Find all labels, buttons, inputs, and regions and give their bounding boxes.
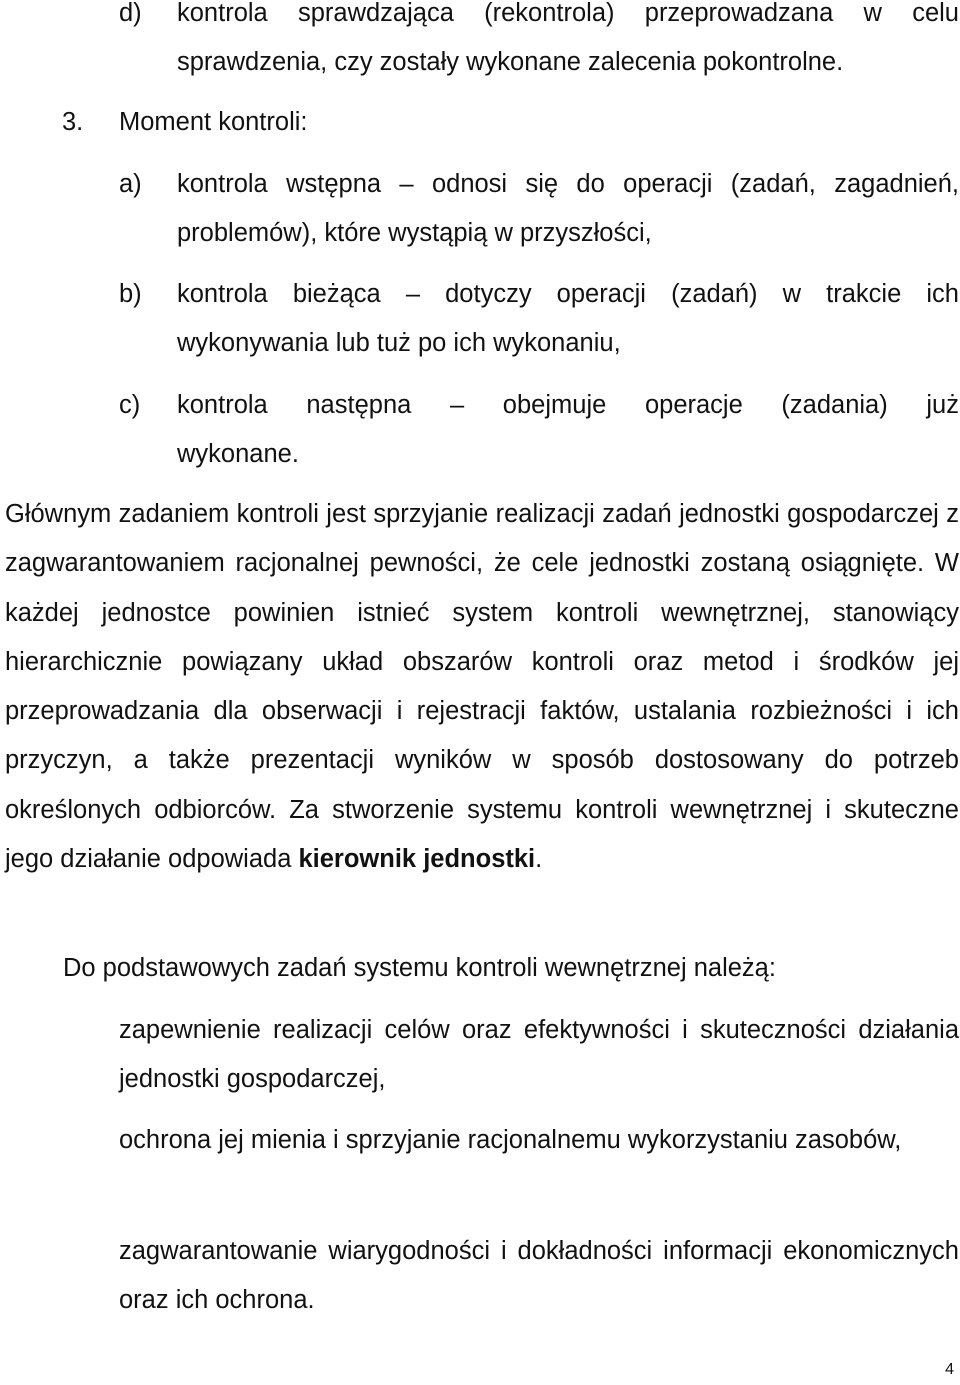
list-marker: c) [119, 391, 141, 419]
list-item-text: kontrola bieżąca – dotyczy operacji (zadań) w trakcie ich wykonywania lub tuż po ich wykonaniu, [177, 280, 959, 357]
paragraph-bold-text: kierownik jednostki [298, 845, 536, 874]
task-item-3: zagwarantowanie wiarygodności i dokładności informacji ekonomicznych oraz ich ochrona. [119, 1237, 959, 1314]
section-title: Moment kontroli: [119, 108, 308, 136]
list-item-text: kontrola następna – obejmuje operacje (zadania) już wykonane. [177, 391, 959, 468]
paragraph-text: Głównym zadaniem kontroli jest sprzyjanie realizacji zadań jednostki gospodarczej z zagwarantowaniem racjonalnej pewności, że cele jednostki zostaną osiągnięte. W każdej jednostce powinien istnieć system kontroli wewnętrznej, stanowiący hierarchicznie powiązany układ obszarów kontroli oraz metod i środków jej przeprowadzania dla obserwacji i rejestracji faktów, ustalania rozbieżności i ich przyczyn, a także prezentacji wyników w sposób dostosowany do potrzeb określonych odbiorców. Za stworzenie systemu kontroli wewnętrznej i skuteczne jego działanie odpowiada [5, 500, 959, 874]
list-marker: b) [119, 280, 142, 308]
list-item-a [119, 160, 959, 258]
main-paragraph [5, 490, 959, 884]
list-marker: d) [119, 0, 142, 27]
list-marker: a) [119, 170, 142, 198]
task-item-1: zapewnienie realizacji celów oraz efektywności i skuteczności działania jednostki gospodarczej, [119, 1016, 959, 1093]
list-item-c [119, 381, 959, 479]
task-item-2: ochrona jej mienia i sprzyjanie racjonalnemu wykorzystaniu zasobów, [119, 1126, 902, 1154]
list-item-text: kontrola wstępna – odnosi się do operacji (zadań, zagadnień, problemów), które wystąpią w przyszłości, [177, 170, 959, 247]
list-item-d [119, 0, 959, 87]
section-number: 3. [62, 108, 84, 136]
section-heading [62, 98, 662, 147]
page-number: 4 [945, 1361, 954, 1378]
list-item-b [119, 270, 959, 368]
list-item-text: kontrola sprawdzająca (rekontrola) przeprowadzana w celu sprawdzenia, czy zostały wykonane zalecenia pokontrolne. [177, 0, 959, 76]
paragraph-end: . [535, 845, 543, 874]
tasks-intro: Do podstawowych zadań systemu kontroli wewnętrznej należą: [63, 954, 776, 982]
